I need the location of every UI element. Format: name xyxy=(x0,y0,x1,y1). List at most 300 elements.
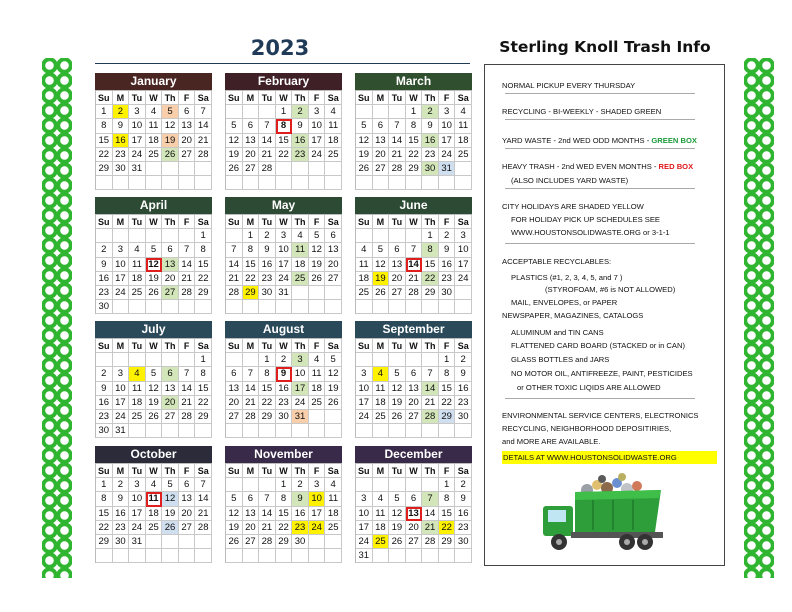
heavy-trash-text: HEAVY TRASH - 2nd WED EVEN MONTHS - xyxy=(502,162,659,171)
day-cell: 7 xyxy=(259,119,276,133)
day-cell: 10 xyxy=(276,243,293,257)
day-cell: 10 xyxy=(356,382,373,396)
day-cell: 21 xyxy=(389,148,406,162)
empty-cell xyxy=(146,300,163,314)
month-name: February xyxy=(225,73,342,90)
day-cell: 6 xyxy=(373,119,390,133)
day-cell: 11 xyxy=(129,382,146,396)
day-cell: 31 xyxy=(276,286,293,300)
weekday-header: Sa xyxy=(325,215,342,229)
day-cell: 17 xyxy=(292,382,309,396)
info-line: MAIL, ENVELOPES, or PAPER xyxy=(511,298,618,307)
day-cell: 3 xyxy=(113,367,130,381)
day-cell: 2 xyxy=(276,353,293,367)
weekday-header: F xyxy=(179,464,196,478)
info-line: ENVIRONMENTAL SERVICE CENTERS, ELECTRONICS xyxy=(502,411,699,420)
weekday-header: Th xyxy=(162,215,179,229)
day-cell: 1 xyxy=(243,229,260,243)
day-cell: 31 xyxy=(439,162,456,176)
day-cell: 21 xyxy=(195,507,212,521)
weekday-header: W xyxy=(146,339,163,353)
day-cell: 27 xyxy=(325,272,342,286)
empty-cell xyxy=(276,176,293,190)
empty-cell xyxy=(406,353,423,367)
empty-cell xyxy=(179,549,196,563)
day-cell: 10 xyxy=(113,258,130,272)
day-cell: 4 xyxy=(129,243,146,257)
day-cell: 2 xyxy=(113,478,130,492)
day-cell: 31 xyxy=(113,424,130,438)
empty-cell xyxy=(325,410,342,424)
empty-cell xyxy=(146,535,163,549)
day-cell: 24 xyxy=(439,148,456,162)
day-cell: 26 xyxy=(389,410,406,424)
day-cell: 22 xyxy=(406,148,423,162)
day-cell: 8 xyxy=(195,367,212,381)
info-line: RECYCLING - BI-WEEKLY - SHADED GREEN xyxy=(502,107,662,116)
day-cell: 25 xyxy=(373,535,390,549)
info-line: (ALSO INCLUDES YARD WASTE) xyxy=(511,176,629,185)
day-cell: 13 xyxy=(226,382,243,396)
weekday-header: Su xyxy=(226,91,243,105)
day-cell: 7 xyxy=(406,243,423,257)
day-cell: 29 xyxy=(276,535,293,549)
month-name: December xyxy=(355,446,472,463)
empty-cell xyxy=(455,300,472,314)
day-cell: 1 xyxy=(422,229,439,243)
day-cell: 7 xyxy=(195,478,212,492)
day-cell: 31 xyxy=(129,162,146,176)
empty-cell xyxy=(113,300,130,314)
day-cell: 26 xyxy=(226,535,243,549)
empty-cell xyxy=(356,105,373,119)
empty-cell xyxy=(226,424,243,438)
day-cell: 13 xyxy=(179,119,196,133)
weekday-header: M xyxy=(243,464,260,478)
weekday-header: Th xyxy=(422,91,439,105)
empty-cell xyxy=(422,424,439,438)
empty-cell xyxy=(325,549,342,563)
day-cell: 13 xyxy=(162,258,179,272)
day-cell: 11 xyxy=(373,507,390,521)
day-cell: 22 xyxy=(422,272,439,286)
day-cell: 3 xyxy=(356,492,373,506)
day-cell: 25 xyxy=(373,410,390,424)
weekday-header: Sa xyxy=(195,91,212,105)
day-cell: 27 xyxy=(373,162,390,176)
day-cell: 14 xyxy=(406,258,423,272)
month-grid xyxy=(225,214,342,314)
empty-cell xyxy=(226,549,243,563)
empty-cell xyxy=(406,300,423,314)
divider xyxy=(505,148,695,149)
empty-cell xyxy=(113,176,130,190)
day-cell: 11 xyxy=(146,492,163,506)
info-line: FOR HOLIDAY PICK UP SCHEDULES SEE xyxy=(511,215,660,224)
info-line xyxy=(502,162,693,171)
day-cell: 25 xyxy=(129,410,146,424)
day-cell: 22 xyxy=(96,148,113,162)
day-cell: 28 xyxy=(259,162,276,176)
empty-cell xyxy=(195,176,212,190)
day-cell: 18 xyxy=(373,396,390,410)
weekday-header: M xyxy=(373,339,390,353)
empty-cell xyxy=(129,229,146,243)
day-cell: 4 xyxy=(325,478,342,492)
weekday-header: M xyxy=(243,215,260,229)
empty-cell xyxy=(243,478,260,492)
day-cell: 22 xyxy=(439,521,456,535)
day-cell: 1 xyxy=(259,353,276,367)
month-grid xyxy=(355,338,472,438)
weekday-header: F xyxy=(309,464,326,478)
day-cell: 17 xyxy=(113,396,130,410)
empty-cell xyxy=(96,229,113,243)
weekday-header: F xyxy=(179,339,196,353)
empty-cell xyxy=(179,176,196,190)
weekday-header: Sa xyxy=(195,464,212,478)
weekday-header: M xyxy=(373,91,390,105)
day-cell: 24 xyxy=(356,410,373,424)
yard-waste-text: YARD WASTE - 2nd WED ODD MONTHS - xyxy=(502,136,652,145)
info-line: GLASS BOTTLES and JARS xyxy=(511,355,610,364)
month-may xyxy=(225,197,342,314)
day-cell: 26 xyxy=(373,286,390,300)
day-cell: 19 xyxy=(162,507,179,521)
day-cell: 26 xyxy=(356,162,373,176)
empty-cell xyxy=(373,229,390,243)
day-cell: 5 xyxy=(162,105,179,119)
empty-cell xyxy=(129,176,146,190)
day-cell: 8 xyxy=(195,243,212,257)
empty-cell xyxy=(146,162,163,176)
day-cell: 15 xyxy=(96,134,113,148)
info-line: WWW.HOUSTONSOLIDWASTE.ORG or 3-1-1 xyxy=(511,228,670,237)
weekday-header: Sa xyxy=(455,91,472,105)
day-cell: 31 xyxy=(129,535,146,549)
day-cell: 26 xyxy=(162,148,179,162)
day-cell: 20 xyxy=(162,396,179,410)
info-line: RECYCLING, NEIGHBORHOOD DEPOSITIRIES, xyxy=(502,424,672,433)
day-cell: 27 xyxy=(162,286,179,300)
month-name: July xyxy=(95,321,212,338)
empty-cell xyxy=(439,549,456,563)
day-cell: 28 xyxy=(226,286,243,300)
day-cell: 1 xyxy=(96,105,113,119)
info-line: PLASTICS (#1, 2, 3, 4, 5, and 7 ) xyxy=(511,273,623,282)
day-cell: 16 xyxy=(113,134,130,148)
day-cell: 21 xyxy=(243,396,260,410)
day-cell: 15 xyxy=(439,382,456,396)
day-cell: 6 xyxy=(162,367,179,381)
weekday-header: F xyxy=(439,464,456,478)
day-cell: 11 xyxy=(325,119,342,133)
month-name: November xyxy=(225,446,342,463)
day-cell: 4 xyxy=(325,105,342,119)
day-cell: 29 xyxy=(406,162,423,176)
empty-cell xyxy=(455,549,472,563)
day-cell: 2 xyxy=(259,229,276,243)
day-cell: 13 xyxy=(179,492,196,506)
day-cell: 4 xyxy=(146,478,163,492)
empty-cell xyxy=(373,549,390,563)
day-cell: 1 xyxy=(96,478,113,492)
weekday-header: Tu xyxy=(259,215,276,229)
weekday-header: Th xyxy=(292,339,309,353)
day-cell: 9 xyxy=(422,119,439,133)
day-cell: 9 xyxy=(259,243,276,257)
day-cell: 2 xyxy=(113,105,130,119)
day-cell: 29 xyxy=(243,286,260,300)
day-cell: 29 xyxy=(422,286,439,300)
day-cell: 25 xyxy=(309,396,326,410)
weekday-header: Tu xyxy=(389,91,406,105)
day-cell: 16 xyxy=(439,258,456,272)
day-cell: 16 xyxy=(292,134,309,148)
day-cell: 18 xyxy=(309,382,326,396)
weekday-header: W xyxy=(406,464,423,478)
day-cell: 16 xyxy=(259,258,276,272)
day-cell: 13 xyxy=(243,134,260,148)
empty-cell xyxy=(389,424,406,438)
empty-cell xyxy=(146,353,163,367)
day-cell: 5 xyxy=(146,243,163,257)
empty-cell xyxy=(195,549,212,563)
day-cell: 2 xyxy=(292,105,309,119)
month-name: June xyxy=(355,197,472,214)
day-cell: 10 xyxy=(309,492,326,506)
day-cell: 14 xyxy=(195,492,212,506)
day-cell: 6 xyxy=(406,492,423,506)
empty-cell xyxy=(179,229,196,243)
weekday-header: M xyxy=(113,339,130,353)
day-cell: 14 xyxy=(422,507,439,521)
day-cell: 19 xyxy=(309,258,326,272)
empty-cell xyxy=(439,300,456,314)
day-cell: 17 xyxy=(309,507,326,521)
calendar-year-title: 2023 xyxy=(250,36,310,60)
day-cell: 6 xyxy=(243,119,260,133)
day-cell: 8 xyxy=(439,367,456,381)
day-cell: 6 xyxy=(179,105,196,119)
day-cell: 15 xyxy=(439,507,456,521)
day-cell: 27 xyxy=(243,535,260,549)
day-cell: 20 xyxy=(373,148,390,162)
day-cell: 30 xyxy=(113,162,130,176)
day-cell: 16 xyxy=(276,382,293,396)
empty-cell xyxy=(259,105,276,119)
day-cell: 29 xyxy=(195,410,212,424)
empty-cell xyxy=(309,176,326,190)
month-name: March xyxy=(355,73,472,90)
day-cell: 28 xyxy=(195,148,212,162)
day-cell: 16 xyxy=(96,396,113,410)
day-cell: 12 xyxy=(226,134,243,148)
day-cell: 28 xyxy=(422,410,439,424)
weekday-header: M xyxy=(243,91,260,105)
day-cell: 26 xyxy=(226,162,243,176)
day-cell: 26 xyxy=(162,521,179,535)
month-november xyxy=(225,446,342,563)
day-cell: 4 xyxy=(455,105,472,119)
day-cell: 8 xyxy=(439,492,456,506)
day-cell: 20 xyxy=(325,258,342,272)
day-cell: 29 xyxy=(259,410,276,424)
day-cell: 3 xyxy=(113,243,130,257)
empty-cell xyxy=(373,105,390,119)
day-cell: 14 xyxy=(179,258,196,272)
day-cell: 3 xyxy=(129,105,146,119)
empty-cell xyxy=(162,549,179,563)
day-cell: 17 xyxy=(129,507,146,521)
divider xyxy=(505,119,695,120)
day-cell: 24 xyxy=(113,410,130,424)
day-cell: 17 xyxy=(455,258,472,272)
day-cell: 15 xyxy=(243,258,260,272)
empty-cell xyxy=(129,300,146,314)
empty-cell xyxy=(259,300,276,314)
day-cell: 10 xyxy=(439,119,456,133)
day-cell: 1 xyxy=(276,105,293,119)
empty-cell xyxy=(455,424,472,438)
weekday-header: F xyxy=(309,91,326,105)
empty-cell xyxy=(96,549,113,563)
day-cell: 1 xyxy=(439,478,456,492)
day-cell: 20 xyxy=(226,396,243,410)
day-cell: 18 xyxy=(356,272,373,286)
weekday-header: Su xyxy=(356,464,373,478)
day-cell: 20 xyxy=(406,521,423,535)
weekday-header: Tu xyxy=(389,215,406,229)
empty-cell xyxy=(96,353,113,367)
day-cell: 26 xyxy=(146,286,163,300)
day-cell: 1 xyxy=(276,478,293,492)
empty-cell xyxy=(276,162,293,176)
empty-cell xyxy=(146,229,163,243)
empty-cell xyxy=(389,300,406,314)
day-cell: 27 xyxy=(179,521,196,535)
weekday-header: Su xyxy=(356,91,373,105)
right-decorative-border xyxy=(744,58,774,578)
empty-cell xyxy=(243,105,260,119)
day-cell: 28 xyxy=(422,535,439,549)
day-cell: 10 xyxy=(113,382,130,396)
day-cell: 23 xyxy=(292,148,309,162)
day-cell: 4 xyxy=(373,367,390,381)
day-cell: 23 xyxy=(439,272,456,286)
info-line: NEWSPAPER, MAGAZINES, CATALOGS xyxy=(502,311,644,320)
day-cell: 25 xyxy=(292,272,309,286)
day-cell: 22 xyxy=(195,396,212,410)
day-cell: 24 xyxy=(129,148,146,162)
empty-cell xyxy=(195,162,212,176)
day-cell: 12 xyxy=(162,492,179,506)
month-grid xyxy=(355,463,472,563)
weekday-header: M xyxy=(113,91,130,105)
empty-cell xyxy=(406,478,423,492)
day-cell: 21 xyxy=(406,272,423,286)
day-cell: 30 xyxy=(259,286,276,300)
info-line: FLATTENED CARD BOARD (STACKED or in CAN) xyxy=(511,341,685,350)
day-cell: 12 xyxy=(325,367,342,381)
weekday-header: F xyxy=(179,91,196,105)
day-cell: 9 xyxy=(276,367,293,381)
empty-cell xyxy=(373,478,390,492)
empty-cell xyxy=(292,300,309,314)
day-cell: 22 xyxy=(276,148,293,162)
day-cell: 12 xyxy=(146,382,163,396)
day-cell: 18 xyxy=(455,134,472,148)
weekday-header: W xyxy=(406,91,423,105)
info-line: ALUMINUM and TIN CANS xyxy=(511,328,604,337)
weekday-header: Tu xyxy=(129,91,146,105)
empty-cell xyxy=(422,300,439,314)
empty-cell xyxy=(226,176,243,190)
day-cell: 20 xyxy=(243,148,260,162)
day-cell: 4 xyxy=(129,367,146,381)
day-cell: 20 xyxy=(179,507,196,521)
day-cell: 8 xyxy=(96,119,113,133)
month-grid xyxy=(225,90,342,190)
day-cell: 14 xyxy=(226,258,243,272)
empty-cell xyxy=(243,300,260,314)
day-cell: 8 xyxy=(259,367,276,381)
weekday-header: Su xyxy=(226,215,243,229)
month-august xyxy=(225,321,342,438)
month-name: January xyxy=(95,73,212,90)
day-cell: 7 xyxy=(195,105,212,119)
empty-cell xyxy=(259,424,276,438)
day-cell: 22 xyxy=(439,396,456,410)
day-cell: 7 xyxy=(179,367,196,381)
day-cell: 31 xyxy=(356,549,373,563)
garbage-truck-icon xyxy=(535,470,675,560)
month-name: April xyxy=(95,197,212,214)
empty-cell xyxy=(356,229,373,243)
day-cell: 17 xyxy=(113,272,130,286)
day-cell: 15 xyxy=(406,134,423,148)
empty-cell xyxy=(146,176,163,190)
day-cell: 15 xyxy=(422,258,439,272)
day-cell: 16 xyxy=(113,507,130,521)
day-cell: 18 xyxy=(146,507,163,521)
empty-cell xyxy=(422,176,439,190)
empty-cell xyxy=(389,229,406,243)
day-cell: 17 xyxy=(276,258,293,272)
weekday-header: Tu xyxy=(129,339,146,353)
empty-cell xyxy=(292,162,309,176)
weekday-header: M xyxy=(243,339,260,353)
empty-cell xyxy=(406,176,423,190)
month-february xyxy=(225,73,342,190)
weekday-header: F xyxy=(439,339,456,353)
day-cell: 9 xyxy=(113,119,130,133)
day-cell: 3 xyxy=(439,105,456,119)
day-cell: 18 xyxy=(373,521,390,535)
day-cell: 24 xyxy=(309,521,326,535)
empty-cell xyxy=(292,549,309,563)
day-cell: 20 xyxy=(389,272,406,286)
day-cell: 19 xyxy=(146,396,163,410)
day-cell: 22 xyxy=(195,272,212,286)
empty-cell xyxy=(243,176,260,190)
empty-cell xyxy=(325,424,342,438)
day-cell: 21 xyxy=(195,134,212,148)
empty-cell xyxy=(146,424,163,438)
month-grid xyxy=(95,214,212,314)
day-cell: 21 xyxy=(422,396,439,410)
day-cell: 14 xyxy=(259,134,276,148)
